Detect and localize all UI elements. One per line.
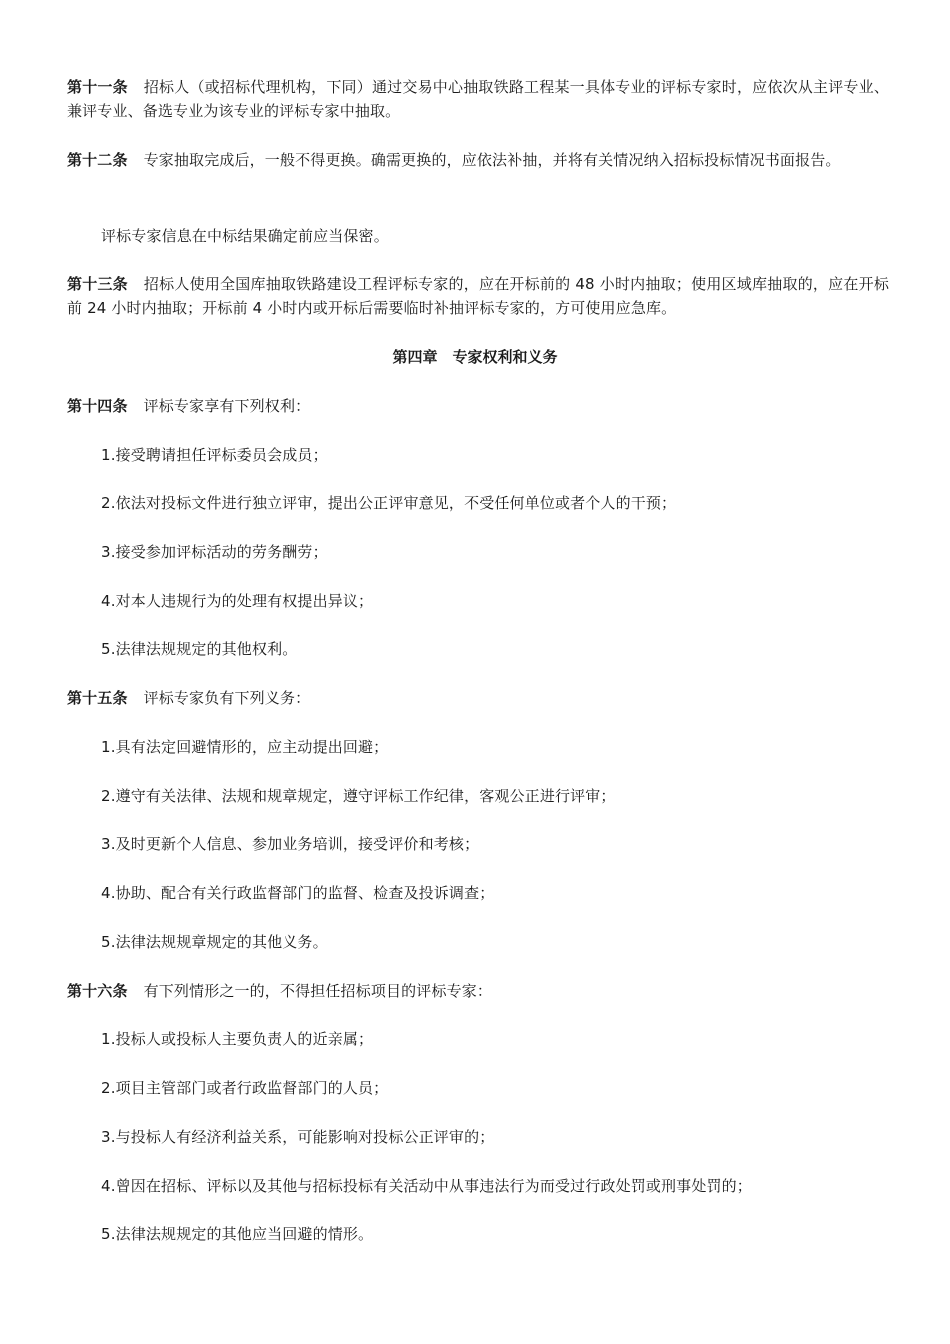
list-item: 1.接受聘请担任评标委员会成员； xyxy=(101,446,328,464)
article-11 xyxy=(67,75,889,123)
article-11-label: 第十一条 xyxy=(67,78,128,96)
list-item: 4.曾因在招标、评标以及其他与招标投标有关活动中从事违法行为而受过行政处罚或刑事处罚的； xyxy=(101,1177,752,1195)
article-13-label: 第十三条 xyxy=(67,275,128,293)
list-item: 2.项目主管部门或者行政监督部门的人员； xyxy=(101,1079,389,1097)
article-16-text: 有下列情形之一的，不得担任招标项目的评标专家： xyxy=(143,982,493,1000)
article-15-text: 评标专家负有下列义务： xyxy=(143,689,311,707)
list-item: 5.法律法规规定的其他应当回避的情形。 xyxy=(101,1225,374,1243)
article-15 xyxy=(67,686,889,710)
list-item: 2.遵守有关法律、法规和规章规定，遵守评标工作纪律，客观公正进行评审； xyxy=(101,787,616,805)
article-13 xyxy=(67,272,889,320)
chapter-heading: 第四章 专家权利和义务 xyxy=(392,348,558,366)
list-item: 1.投标人或投标人主要负责人的近亲属； xyxy=(101,1030,374,1048)
list-item: 3.接受参加评标活动的劳务酬劳； xyxy=(101,543,328,561)
article-14-label: 第十四条 xyxy=(67,397,128,415)
list-item: 3.及时更新个人信息、参加业务培训，接受评价和考核； xyxy=(101,835,480,853)
list-item: 2.依法对投标文件进行独立评审，提出公正评审意见，不受任何单位或者个人的干预； xyxy=(101,494,677,512)
article-12 xyxy=(67,148,889,172)
list-item: 4.协助、配合有关行政监督部门的监督、检查及投诉调查； xyxy=(101,884,495,902)
article-12-text: 专家抽取完成后，一般不得更换。确需更换的，应依法补抽，并将有关情况纳入招标投标情况书面报告。 xyxy=(143,151,841,169)
list-item: 5.法律法规规定的其他权利。 xyxy=(101,640,298,658)
article-14 xyxy=(67,394,889,418)
list-item: 4.对本人违规行为的处理有权提出异议； xyxy=(101,592,374,610)
list-item: 3.与投标人有经济利益关系，可能影响对投标公正评审的； xyxy=(101,1128,495,1146)
article-16 xyxy=(67,979,889,1003)
article-14-text: 评标专家享有下列权利： xyxy=(143,397,311,415)
article-13-text: 招标人使用全国库抽取铁路建设工程评标专家的，应在开标前的 48 小时内抽取；使用区域库抽取的，应在开标前 24 小时内抽取；开标前 4 小时内或开标后需要临时补抽评标专家的，方可使用应急库。 xyxy=(67,275,889,317)
list-item: 1.具有法定回避情形的，应主动提出回避； xyxy=(101,738,389,756)
article-12-paragraph-2: 评标专家信息在中标结果确定前应当保密。 xyxy=(101,227,389,245)
article-15-label: 第十五条 xyxy=(67,689,128,707)
article-11-text: 招标人（或招标代理机构，下同）通过交易中心抽取铁路工程某一具体专业的评标专家时，应依次从主评专业、兼评专业、备选专业为该专业的评标专家中抽取。 xyxy=(67,78,889,120)
article-16-label: 第十六条 xyxy=(67,982,128,1000)
list-item: 5.法律法规规章规定的其他义务。 xyxy=(101,933,328,951)
article-12-label: 第十二条 xyxy=(67,151,128,169)
